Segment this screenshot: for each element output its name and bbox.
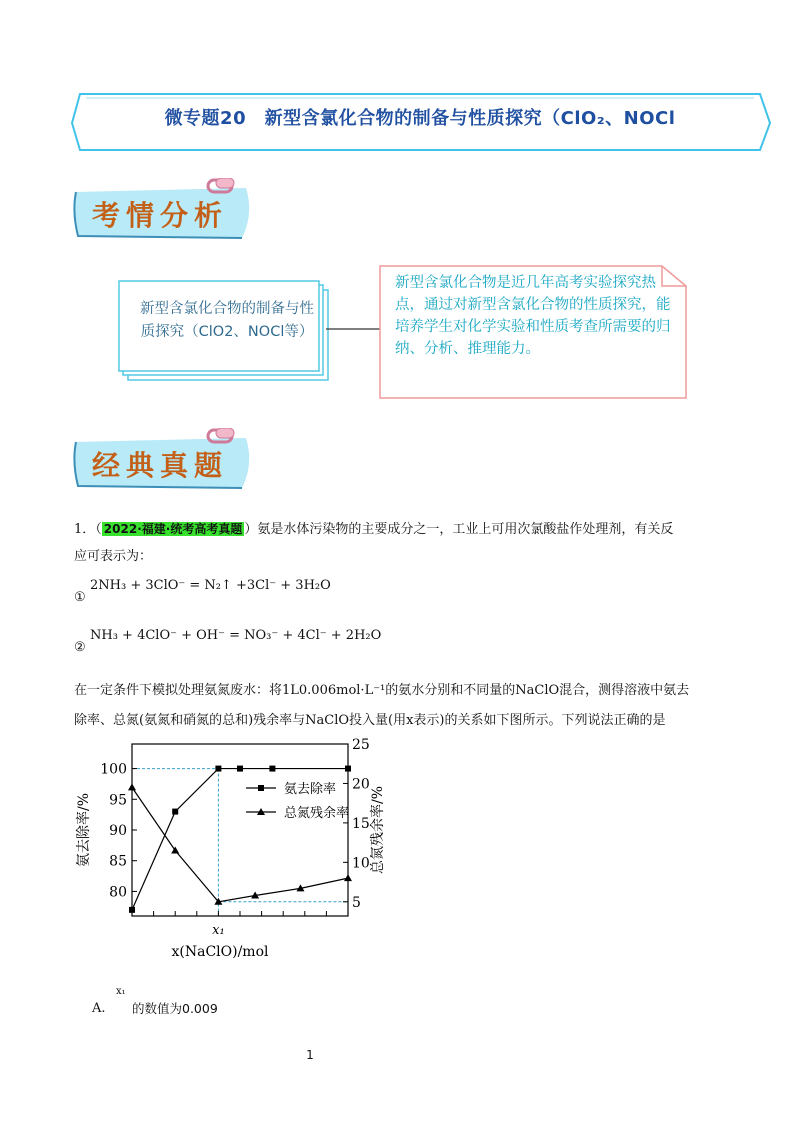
page-title: 微专题20 新型含氯化合物的制备与性质探究（ClO₂、NOCl <box>164 108 676 129</box>
question-para-1: 在一定条件下模拟处理氨氮废水：将1L0.006mol·L⁻¹的氨水分别和不同量的NaClO混合，测得溶液中氨去 <box>74 683 690 698</box>
series-line-2 <box>132 787 348 901</box>
square-point <box>215 766 221 772</box>
square-point <box>237 766 243 772</box>
x1-tick-label: x₁ <box>212 923 225 938</box>
eq1-marker: ① <box>74 590 86 605</box>
triangle-point <box>171 847 179 854</box>
question-stem-1: 氨是水体污染物的主要成分之一，工业上可用次氯酸盐作处理剂，有关反 <box>257 522 674 537</box>
triangle-point <box>128 783 136 790</box>
description-box-text: 新型含氯化合物是近几年高考实验探究热点，通过对新型含氯化合物的性质探究，能培养学生对化学实验和性质考查所需要的归纳、分析、推理能力。 <box>395 275 671 357</box>
right-tick-label: 5 <box>352 894 361 911</box>
right-axis-ticks <box>343 737 370 911</box>
legend-square-marker <box>258 785 264 791</box>
section-tag-classic: 经典真题 <box>92 449 229 482</box>
triangle-point <box>344 874 352 881</box>
left-tick-label: 80 <box>109 884 127 901</box>
right-tick-label: 10 <box>352 855 370 872</box>
left-tick-label: 85 <box>109 853 127 870</box>
square-point <box>129 907 135 913</box>
square-point <box>269 766 275 772</box>
topic-box-text: 新型含氯化合物的制备与性质探究（ClO2、NOCl等） <box>140 301 314 340</box>
question-para-2: 除率、总氮(氨氮和硝氮的总和)残余率与NaClO投入量(用x表示)的关系如下图所示。下列说法正确的是 <box>74 713 666 728</box>
right-tick-label: 20 <box>352 776 370 793</box>
equation-2: NH₃ + 4ClO⁻ + OH⁻ = NO₃⁻ + 4Cl⁻ + 2H₂O <box>90 628 382 643</box>
x-axis-ticks <box>154 911 327 916</box>
left-tick-label: 95 <box>109 792 127 809</box>
option-a-text: 的数值为0.009 <box>132 1001 218 1016</box>
left-tick-label: 90 <box>109 823 127 839</box>
eq2-marker: ② <box>74 640 86 655</box>
section-tag-analysis: 考情分析 <box>92 199 229 232</box>
square-point <box>172 809 178 815</box>
question-stem-2: 应可表示为： <box>74 549 153 564</box>
chart <box>70 730 390 1030</box>
question-number: 1． <box>74 522 96 537</box>
right-tick-label: 25 <box>352 737 370 753</box>
option-a-label: A. <box>92 1001 106 1016</box>
left-tick-label: 100 <box>100 761 127 778</box>
page-number: 1 <box>306 1048 314 1062</box>
question-line-1 <box>74 518 734 541</box>
right-y-axis-label: 总氮残余率/% <box>370 785 386 875</box>
legend <box>246 781 349 821</box>
legend-label-2: 总氮残余率 <box>284 806 350 821</box>
equation-1: 2NH₃ + 3ClO⁻ = N₂↑ +3Cl⁻ + 3H₂O <box>90 578 331 593</box>
option-a-variable: x₁ <box>116 986 126 997</box>
connector-line <box>326 326 380 332</box>
x-axis-label: x(NaClO)/mol <box>171 944 269 960</box>
legend-label-1: 氨去除率 <box>284 782 337 797</box>
source-open: （ <box>95 522 102 537</box>
source-highlight: 2022·福建·统考高考真题 <box>103 522 243 536</box>
right-tick-label: 15 <box>352 815 370 832</box>
source-close: ） <box>244 522 258 537</box>
left-y-axis-label: 氨去除率/% <box>76 792 92 868</box>
square-point <box>345 766 351 772</box>
